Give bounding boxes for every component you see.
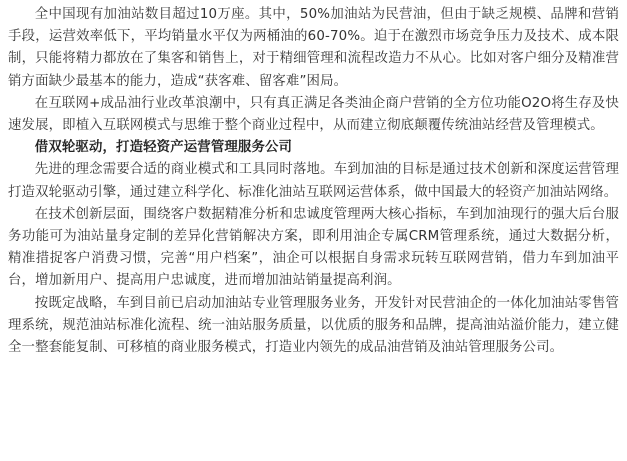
paragraph-strategy: 按既定战略，车到目前已启动加油站专业管理服务业务，开发针对民营油企的一体化加油站零售管理系统，规范油站标准化流程、统一油站服务质量，以优质的服务和品牌，提高油站溢价能力，建立健全一整套能复制、可移植的商业服务模式，打造业内领先的成品油营销及油站管理服务公司。 bbox=[8, 295, 619, 356]
paragraph-market-overview: 全中国现有加油站数目超过10万座。其中，50%加油站为民营油，但由于缺乏规模、品牌和营销手段，运营效率低下，平均销量水平仅为两桶油的60-70%。迫于在激烈市场竞争压力及技术、成本限制，只能将精力都放在了集客和销售上，对于精细管理和流程改造力不从心。比如对客户细分及精准营销方面缺少最基本的能力，造成“获客难、留客难”困局。 bbox=[8, 7, 619, 89]
paragraph-business-model: 先进的理念需要合适的商业模式和工具同时落地。车到加油的目标是通过技术创新和深度运营管理打造双轮驱动引擎，通过建立科学化、标准化油站互联网运营体系，做中国最大的轻资产加油站网络。 bbox=[8, 162, 619, 200]
paragraph-internet-reform: 在互联网+成品油行业改革浪潮中，只有真正满足各类油企商户营销的全方位功能O2O将生存及快速发展，即植入互联网模式与思维于整个商业过程中，从而建立彻底颠覆传统油站经营及管理模式。 bbox=[8, 95, 619, 134]
paragraph-tech-innovation: 在技术创新层面，围绕客户数据精准分析和忠诚度管理两大核心指标，车到加油现行的强大后台服务功能可为油站量身定制的差异化营销解决方案，即利用油企专属CRM管理系统，通过大数据分析，精准措捉客户消费习惯，完善“用户档案”，油企可以根据自身需求玩转互联网营销，借力车到加油平台，增加新用户、提高用户忠诚度，进而增加油站销量提高利润。 bbox=[8, 206, 619, 289]
section-heading: 借双轮驱动，打造轻资产运营管理服务公司 bbox=[34, 140, 293, 156]
